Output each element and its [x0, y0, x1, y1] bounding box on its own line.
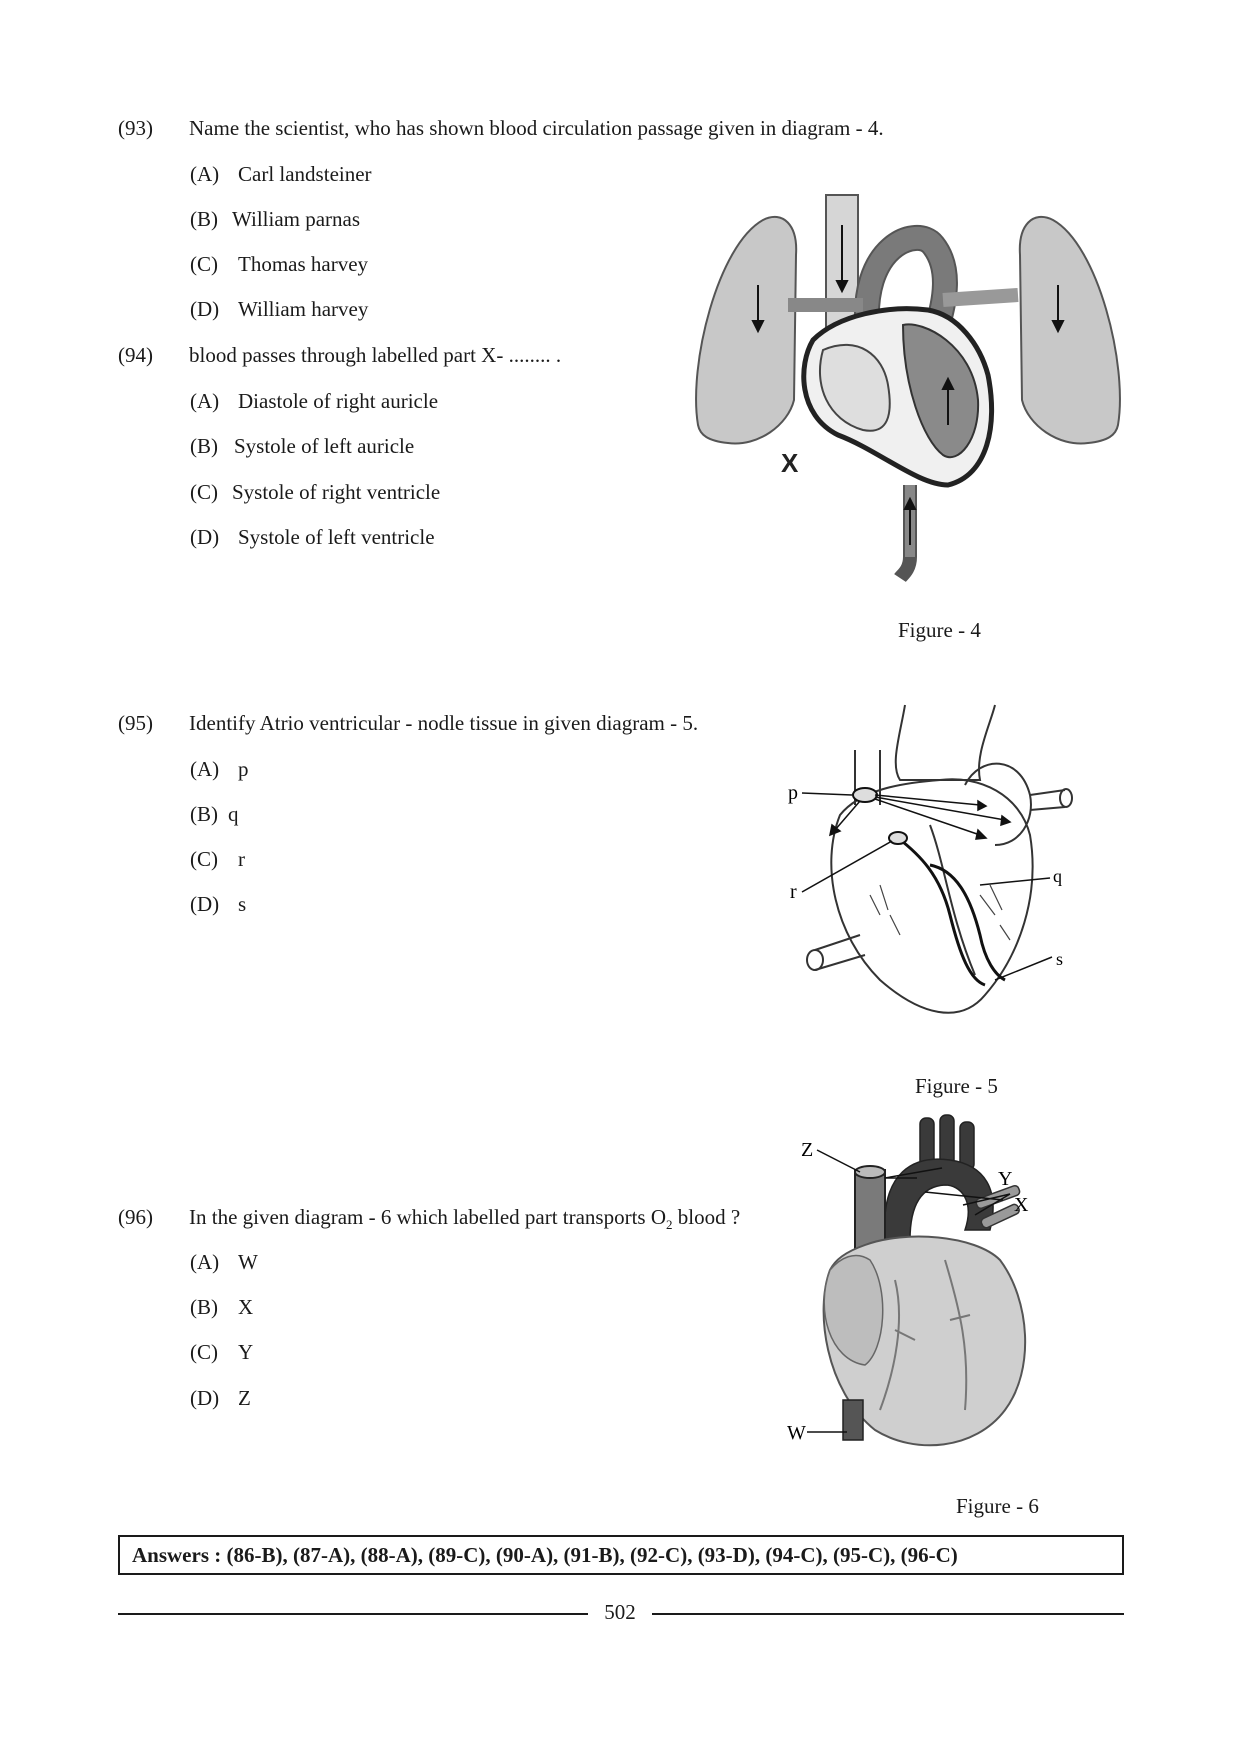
option-label: (B) [190, 1295, 218, 1319]
option-text: p [238, 757, 249, 781]
option-label: (C) [190, 1340, 218, 1364]
figure-5-diagram [780, 695, 1100, 1030]
option-94-d [190, 525, 435, 550]
footer-rule-left [118, 1613, 588, 1615]
label-x: X [781, 448, 799, 478]
label-r: r [790, 881, 797, 903]
option-text: Carl landsteiner [238, 162, 372, 186]
figure-4-diagram [688, 185, 1128, 585]
option-96-b [190, 1295, 253, 1320]
inferior-vena-cava [843, 1400, 863, 1440]
option-95-a [190, 757, 249, 782]
question-number: (96) [118, 1205, 153, 1229]
option-label: (A) [190, 1250, 220, 1274]
option-text: William harvey [238, 297, 369, 321]
option-96-a [190, 1250, 258, 1275]
question-text-part: In the given diagram - 6 which labelled part transports O [189, 1205, 667, 1229]
option-93-a [190, 162, 372, 187]
option-label: (D) [190, 892, 220, 916]
option-95-b [190, 802, 239, 827]
option-95-d [190, 892, 246, 917]
option-94-b [190, 434, 414, 459]
option-label: (C) [190, 480, 218, 504]
option-text: Y [238, 1340, 254, 1364]
label-w: W [787, 1422, 806, 1444]
av-node [889, 832, 907, 844]
option-96-d [190, 1386, 251, 1411]
figure-6-caption: Figure - 6 [956, 1494, 1039, 1518]
option-93-d [190, 297, 368, 322]
right-lung [1020, 217, 1120, 444]
label-z: Z [801, 1139, 814, 1161]
option-text: Systole of left ventricle [238, 525, 435, 549]
question-text [189, 1205, 740, 1233]
option-94-a [190, 389, 438, 414]
purkinje-fibers [870, 885, 1010, 940]
label-p: p [788, 782, 798, 804]
option-label: (B) [190, 802, 218, 826]
option-93-b [190, 207, 360, 232]
question-number: (94) [118, 343, 153, 367]
answer-key [118, 1535, 1124, 1575]
figure-6-diagram [785, 1110, 1065, 1475]
question-text-part: blood ? [672, 1205, 741, 1229]
label-s: s [1056, 949, 1064, 969]
figure-4-caption: Figure - 4 [898, 618, 981, 642]
option-text: Systole of left auricle [234, 434, 415, 458]
footer-rule-right [652, 1613, 1124, 1615]
pulmonary-vessels-right [943, 295, 1018, 300]
option-93-c [190, 252, 368, 277]
option-label: (C) [190, 252, 218, 276]
option-label: (A) [190, 757, 220, 781]
question-text: blood passes through labelled part X- ........ . [189, 343, 562, 367]
option-text: W [238, 1250, 258, 1274]
page-number: 502 [604, 1600, 636, 1624]
option-text: X [238, 1295, 254, 1319]
option-label: (D) [190, 297, 220, 321]
question-text: Name the scientist, who has shown blood circulation passage given in diagram - 4. [189, 116, 884, 140]
option-text: William parnas [232, 207, 361, 231]
sa-node [853, 788, 877, 802]
figure-5-caption: Figure - 5 [915, 1074, 998, 1098]
option-text: Diastole of right auricle [238, 389, 439, 413]
option-text: r [238, 847, 245, 871]
label-q: q [1053, 866, 1062, 886]
option-label: (D) [190, 525, 220, 549]
option-text: Thomas harvey [238, 252, 369, 276]
option-label: (A) [190, 162, 220, 186]
impulse-arrows [830, 795, 1010, 839]
option-label: (D) [190, 1386, 220, 1410]
option-label: (A) [190, 389, 220, 413]
option-label: (B) [190, 207, 218, 231]
option-label: (C) [190, 847, 218, 871]
answer-key-text: Answers : (86-B), (87-A), (88-A), (89-C), (90-A), (91-B), (92-C), (93-D), (94-C), (95-C), (96-C) [132, 1542, 958, 1567]
label-y: Y [998, 1168, 1013, 1190]
option-text: q [228, 802, 239, 826]
option-label: (B) [190, 434, 218, 458]
left-lung [696, 217, 796, 444]
option-96-c [190, 1340, 253, 1365]
option-text: s [238, 892, 247, 916]
option-text: Systole of right ventricle [232, 480, 441, 504]
question-text: Identify Atrio ventricular - nodle tissue in given diagram - 5. [189, 711, 699, 735]
question-number: (93) [118, 116, 153, 140]
option-94-c [190, 480, 440, 505]
question-number: (95) [118, 711, 153, 735]
option-95-c [190, 847, 245, 872]
label-x: X [1014, 1194, 1029, 1216]
option-text: Z [238, 1386, 251, 1410]
subscript: 2 [666, 1217, 673, 1233]
